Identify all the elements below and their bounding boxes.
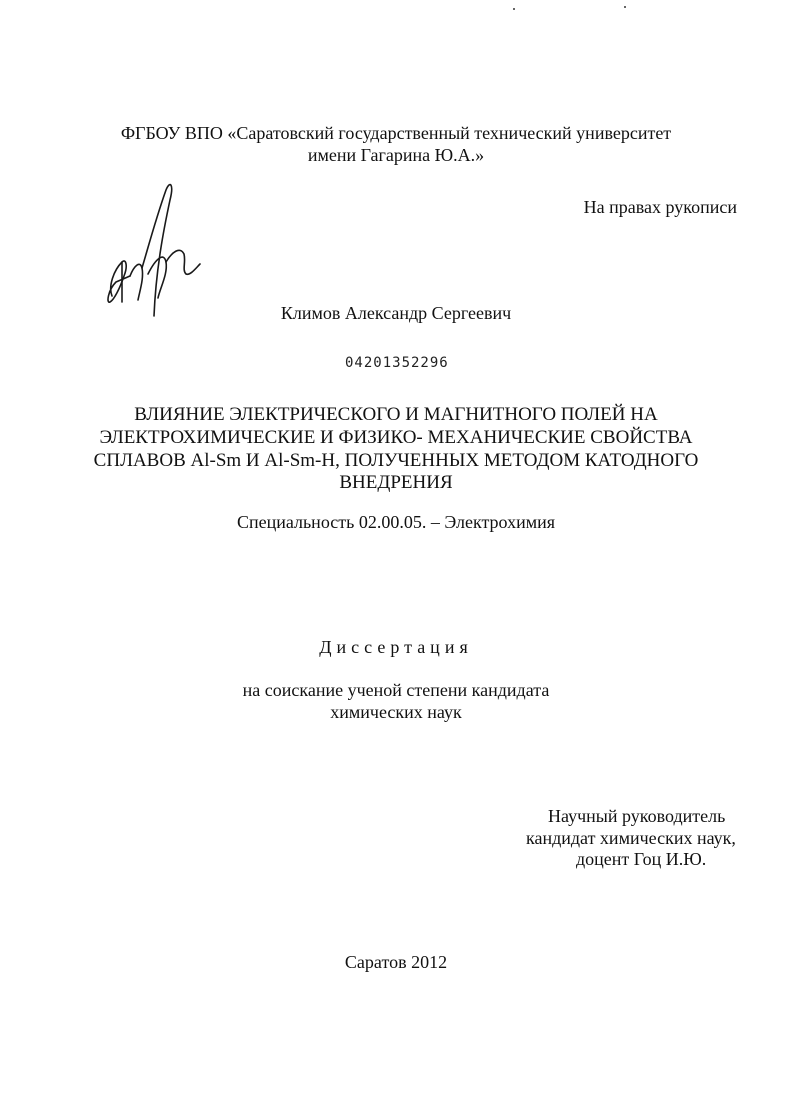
scan-speck — [624, 6, 626, 8]
supervisor-degree: кандидат химических наук, — [526, 828, 736, 848]
title-line-1: ВЛИЯНИЕ ЭЛЕКТРИЧЕСКОГО И МАГНИТНОГО ПОЛЕЙ НА — [134, 404, 658, 425]
rights-note: На правах рукописи — [583, 197, 737, 217]
organization-line-1: ФГБОУ ВПО «Саратовский государственный технический университет — [120, 123, 672, 143]
degree-line-2: химических наук — [330, 702, 462, 722]
scan-speck — [513, 8, 515, 10]
place-year: Саратов 2012 — [344, 952, 448, 972]
supervisor-name: доцент Гоц И.Ю. — [576, 849, 707, 869]
supervisor-title: Научный руководитель — [548, 806, 726, 826]
author-name: Климов Александр Сергеевич — [280, 303, 512, 323]
title-line-2: ЭЛЕКТРОХИМИЧЕСКИЕ И ФИЗИКО- МЕХАНИЧЕСКИЕ СВОЙСТВА — [99, 427, 693, 448]
document-type: Диссертация — [319, 637, 473, 657]
degree-line-1: на соискание ученой степени кандидата — [242, 680, 550, 700]
title-line-4: ВНЕДРЕНИЯ — [339, 472, 453, 493]
handwritten-signature — [100, 178, 220, 323]
specialty: Специальность 02.00.05. – Электрохимия — [236, 512, 556, 532]
organization-line-2: имени Гагарина Ю.А.» — [307, 145, 485, 165]
title-line-3: СПЛАВОВ Al-Sm И Al-Sm-H, ПОЛУЧЕННЫХ МЕТОДОМ КАТОДНОГО — [93, 450, 699, 471]
registration-number: 04201352296 — [345, 355, 449, 371]
